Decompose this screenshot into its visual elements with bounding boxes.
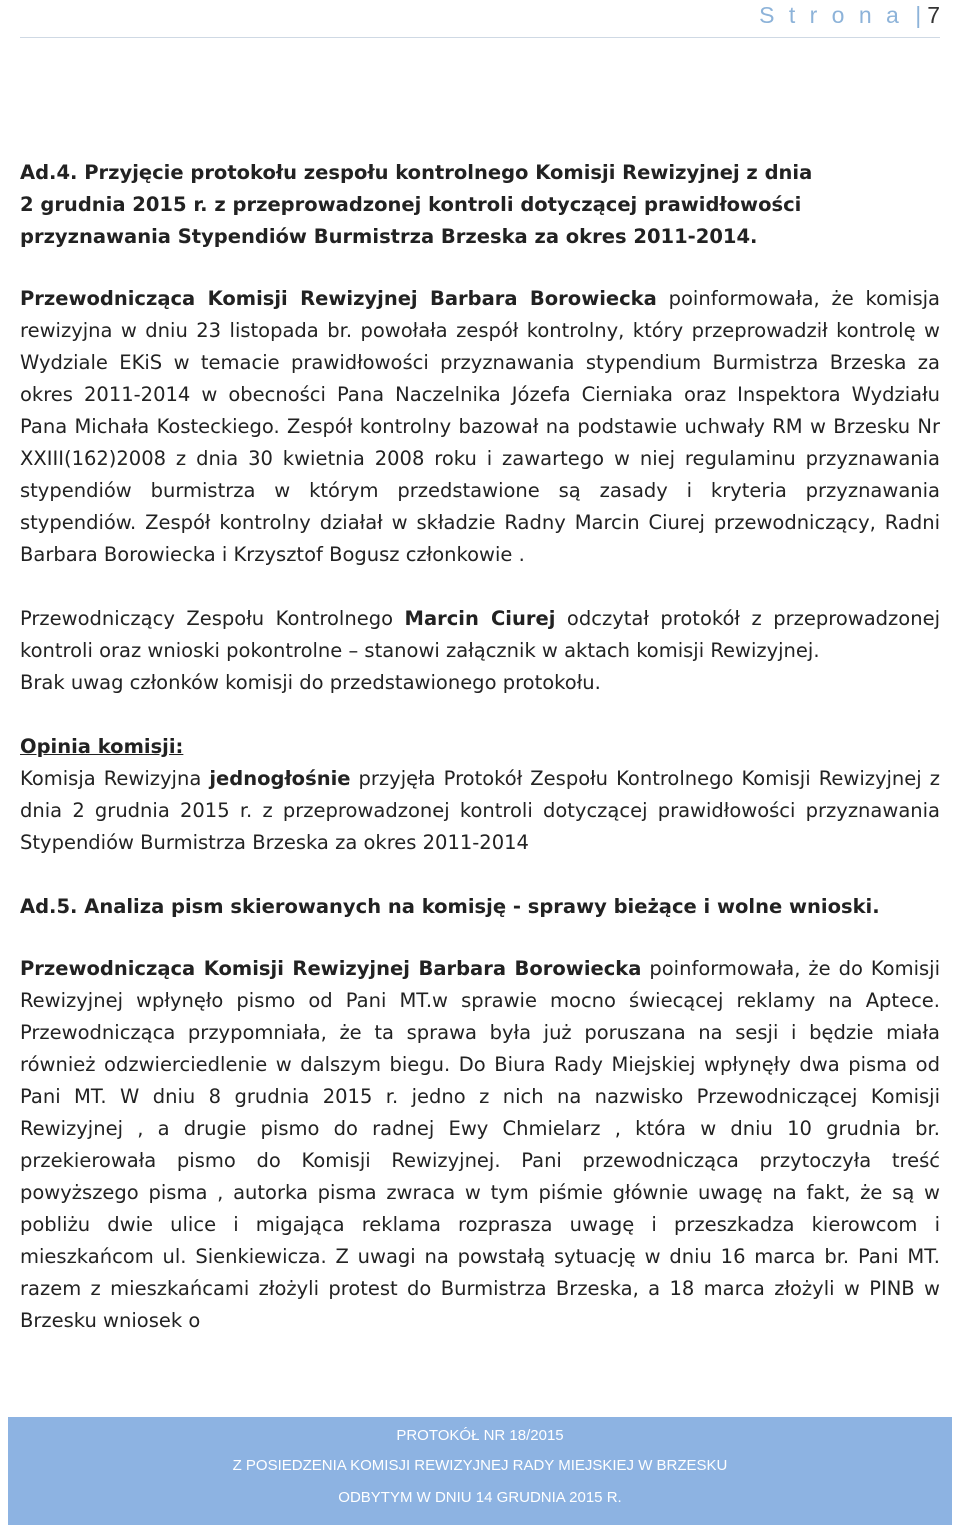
opinion-unanimous: jednogłośnie: [209, 767, 351, 790]
opinion-text-b: przyjęła Protokół Zespołu Kontrolnego Komisji Rewizyjnej z dnia 2 grudnia 2015 r. z przeprowadzonej kontroli dotyczącej prawidłowości przyznawania Stypendiów Burmistrza Brzeska za okres 2011-2014: [20, 767, 940, 854]
ad5-paragraph-1-text: poinformowała, że do Komisji Rewizyjnej wpłynęło pismo od Pani MT.w sprawie mocno świecącej reklamy na Aptece. Przewodnicząca przypomniała, że ta sprawa była już poruszana na sesji i będzie miała również odzwierciedlenie w dalszym biegu. Do Biura Rady Miejskiej wpłynęły dwa pisma od Pani MT. W dniu 8 grudnia 2015 r. jedno z nich na nazwisko Przewodniczącej Komisji Rewizyjnej , a drugie pismo do radnej Ewy Chmielarz , która w dniu 10 grudnia br. przekierowała pismo do Komisji Rewizyjnej. Pani przewodnicząca przytoczyła treść powyższego pisma , autorka pisma zwraca w tym piśmie głównie uwagę na fakt, że są w pobliżu dwie ulice i migająca reklama rozprasza uwagę i przeszkadza kierowcom i mieszkańcom ul. Sienkiewicza. Z uwagi na powstałą sytuację w dniu 16 marca br. Pani MT. razem z mieszkańcami złożyli protest do Burmistrza Brzeska, a 18 marca złożyli w PINB w Brzesku wniosek o: [20, 957, 940, 1332]
ad4-title-line-3: przyznawania Stypendiów Burmistrza Brzeska za okres 2011-2014.: [20, 225, 758, 248]
team-leader-name: Marcin Ciurej: [404, 607, 556, 630]
page-label: S t r o n a: [759, 2, 903, 28]
ad4-paragraph-3: Brak uwag członków komisji do przedstawionego protokołu.: [20, 671, 601, 694]
ad4-title-line-2: 2 grudnia 2015 r. z przeprowadzonej kontroli dotyczącej prawidłowości: [20, 193, 802, 216]
footer-protocol-number: PROTOKÓŁ NR 18/2015: [396, 1427, 564, 1444]
ad4-paragraph-2-text-b: odczytał protokół z przeprowadzonej kontroli oraz wnioski pokontrolne – stanowi załącznik w aktach komisji Rewizyjnej.: [20, 607, 940, 662]
ad4-paragraph-2: [20, 603, 940, 667]
page-number: 7: [927, 2, 940, 28]
ad4-paragraph-2-text-a: Przewodniczący Zespołu Kontrolnego: [20, 607, 405, 630]
header-divider: [20, 37, 940, 38]
page-footer: [8, 1417, 952, 1525]
footer-meeting-date: ODBYTYM W DNIU 14 GRUDNIA 2015 R.: [338, 1489, 622, 1506]
page-header: [759, 2, 940, 29]
ad4-paragraph-1-text: poinformowała, że komisja rewizyjna w dniu 23 listopada br. powołała zespół kontrolny, który przeprowadził kontrolę w Wydziale EKiS w temacie prawidłowości przyznawania stypendium Burmistrza Brzeska za okres 2011-2014 w obecności Pana Naczelnika Józefa Cierniaka oraz Inspektora Wydziału Pana Michała Kosteckiego. Zespół kontrolny bazował na podstawie uchwały RM w Brzesku Nr XXIII(162)2008 z dnia 30 kwietnia 2008 roku i zawartego w niej regulaminu przyznawania stypendiów burmistrza w którym przedstawione są zasady i kryteria przyznawania stypendiów. Zespół kontrolny działał w składzie Radny Marcin Ciurej przewodniczący, Radni Barbara Borowiecka i Krzysztof Bogusz członkowie .: [20, 287, 940, 566]
opinion-paragraph: [20, 763, 940, 859]
ad4-title: [20, 157, 940, 253]
document-body: [20, 157, 940, 1337]
chairwoman-name: Przewodnicząca Komisji Rewizyjnej Barbara Borowiecka: [20, 287, 657, 310]
opinion-text-a: Komisja Rewizyjna: [20, 767, 210, 790]
ad4-paragraph-1: [20, 283, 940, 571]
footer-meeting-title: Z POSIEDZENIA KOMISJI REWIZYJNEJ RADY MIEJSKIEJ W BRZESKU: [232, 1457, 728, 1474]
ad5-title: Ad.5. Analiza pism skierowanych na komisję - sprawy bieżące i wolne wnioski.: [20, 895, 880, 918]
ad4-title-line-1: Ad.4. Przyjęcie protokołu zespołu kontrolnego Komisji Rewizyjnej z dnia: [20, 161, 813, 184]
ad5-paragraph-1: [20, 953, 940, 1337]
ad5-chairwoman-name: Przewodnicząca Komisji Rewizyjnej Barbara Borowiecka: [20, 957, 642, 980]
opinion-heading: Opinia komisji:: [20, 735, 184, 758]
page-separator: |: [915, 2, 922, 28]
